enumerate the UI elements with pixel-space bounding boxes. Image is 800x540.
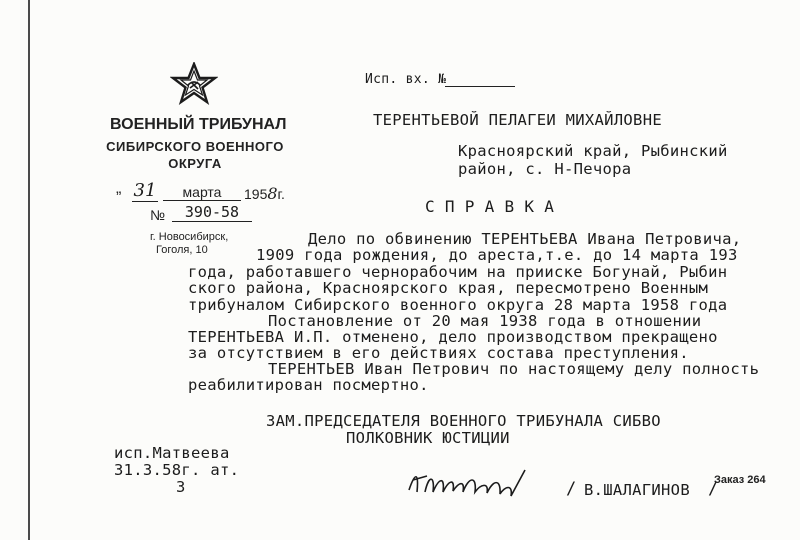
body-line-7: ТЕРЕНТЬЕВА И.П. отменено, дело производством прекращено [188, 328, 718, 346]
stamp-org-line1: ВОЕННЫЙ ТРИБУНАЛ [110, 116, 287, 133]
addressee: ТЕРЕНТЬЕВОЙ ПЕЛАГЕИ МИХАЙЛОВНЕ [373, 111, 662, 129]
stamp-date-month: марта [163, 184, 241, 201]
signatory-name: В.ШАЛАГИНОВ [584, 481, 690, 499]
stamp-org-line2: СИБИРСКОГО ВОЕННОГО [106, 139, 284, 154]
page-edge-line [28, 0, 30, 540]
stamp-address-line2: Гоголя, 10 [156, 244, 208, 256]
stamp-date-quote: „ [116, 180, 122, 197]
signatory-position: ЗАМ.ПРЕДСЕДАТЕЛЯ ВОЕННОГО ТРИБУНАЛА СИБВО [266, 412, 661, 430]
body-line-1: Дело по обвинению ТЕРЕНТЬЕВА Ивана Петровича, [308, 230, 742, 248]
handwritten-signature [405, 462, 535, 502]
document-title: С П Р А В К А [425, 197, 555, 216]
body-line-8: за отсутствием в его действиях состава преступления. [188, 344, 689, 362]
body-line-3: года, работавшего чернорабочим на прииске Богунай, Рыбин [188, 263, 728, 281]
stamp-date-year-prefix: 195 [244, 186, 268, 202]
body-line-9: ТЕРЕНТЬЕВ Иван Петрович по настоящему делу полность [268, 360, 760, 378]
stamp-org-line3: ОКРУГА [168, 156, 222, 171]
executor-name: исп.Матвеева [114, 444, 230, 462]
stamp-number-value: 390-58 [172, 203, 252, 222]
body-line-5: трибуналом Сибирского военного округа 28 марта 1958 года [188, 296, 728, 314]
stamp-date-year-digit: 8 [267, 184, 278, 203]
stamp-date-year-suffix: г. [277, 186, 285, 202]
body-line-2: 1909 года рождения, до ареста,т.е. до 14 марта 193 [256, 246, 738, 264]
address-line1: Красноярский край, Рыбинский [458, 142, 728, 160]
stamp-address-line1: г. Новосибирск, [150, 231, 229, 243]
signatory-rank: ПОЛКОВНИК ЮСТИЦИИ [346, 429, 510, 447]
signature-slash-end: / [708, 479, 719, 499]
body-line-10: реабилитирован посмертно. [188, 376, 429, 394]
executor-copies: 3 [176, 478, 186, 496]
body-line-4: ского района, Красноярского края, пересмотрено Военным [188, 279, 709, 297]
incoming-number-line [445, 86, 515, 87]
stamp-date-day: 31 [133, 180, 157, 201]
star-emblem-icon [170, 62, 218, 106]
stamp-number-label: № [150, 207, 166, 223]
body-line-6: Постановление от 20 мая 1938 года в отношении [268, 312, 702, 330]
order-number: Заказ 264 [714, 474, 766, 486]
incoming-number-label: Исп. вх. № [365, 72, 447, 87]
executor-date: 31.3.58г. ат. [114, 461, 240, 479]
signature-slash: / [566, 479, 577, 499]
stamp-date-year [244, 184, 285, 203]
address-line2: район, с. Н-Печора [458, 160, 632, 178]
